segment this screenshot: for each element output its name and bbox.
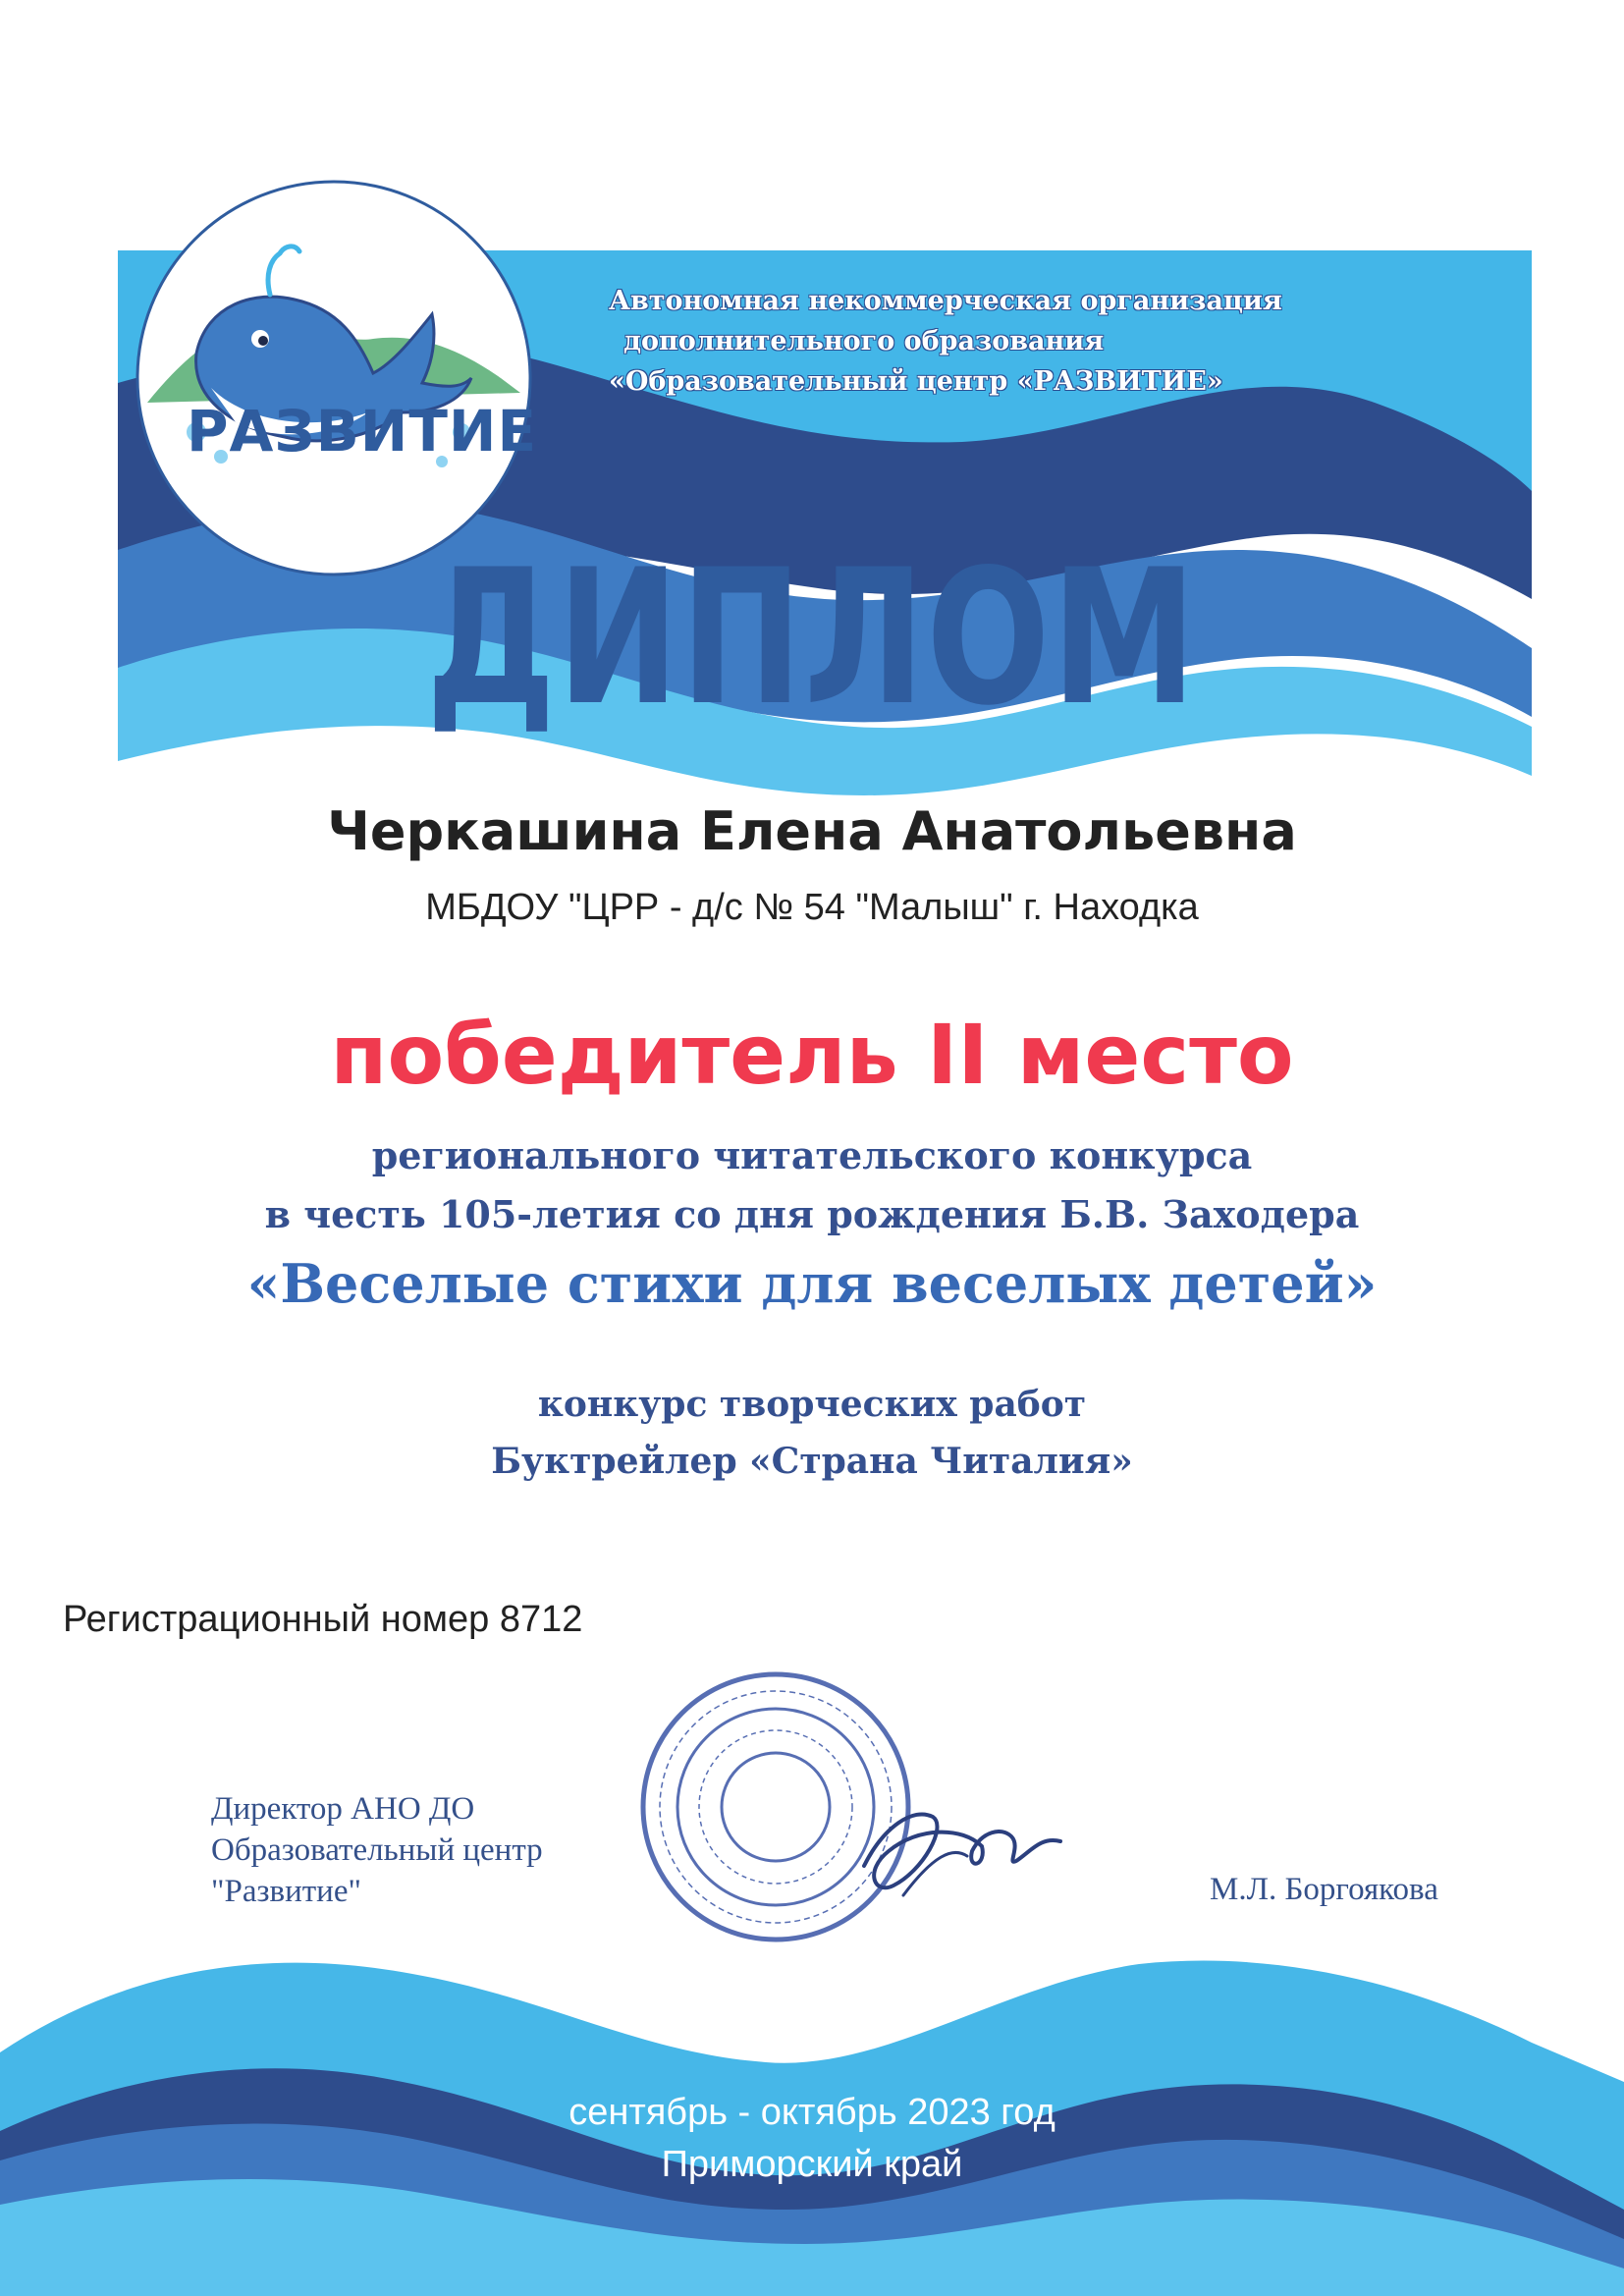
recipient-institution: МБДОУ "ЦРР - д/с № 54 "Малыш" г. Находка bbox=[425, 887, 1199, 928]
signer-position-line3: "Развитие" bbox=[211, 1874, 361, 1909]
signer-position-line1: Директор АНО ДО bbox=[211, 1791, 475, 1827]
award-place: победитель II место bbox=[330, 1007, 1294, 1103]
registration-number: Регистрационный номер 8712 bbox=[63, 1599, 583, 1640]
contest-line2: в честь 105-летия со дня рождения Б.В. Заходера bbox=[264, 1192, 1360, 1236]
recipient-name: Черкашина Елена Анатольевна bbox=[327, 800, 1297, 862]
official-stamp bbox=[643, 1674, 908, 1940]
contest-name: «Веселые стихи для веселых детей» bbox=[246, 1252, 1378, 1315]
event-dates: сентябрь - октябрь 2023 год bbox=[568, 2092, 1056, 2133]
logo-text: РАЗВИТИЕ bbox=[187, 398, 538, 465]
contest-line1: регионального читательского конкурса bbox=[371, 1133, 1253, 1177]
org-name-line2: дополнительного образования bbox=[623, 326, 1105, 356]
nomination-line2: Буктрейлер «Страна Читалия» bbox=[491, 1441, 1133, 1482]
handwritten-signature bbox=[864, 1814, 1060, 1887]
nomination-line1: конкурс творческих работ bbox=[537, 1384, 1087, 1425]
diploma-title: ДИПЛОМ bbox=[426, 529, 1198, 746]
signer-position-line2: Образовательный центр bbox=[211, 1832, 543, 1868]
signer-name: М.Л. Боргоякова bbox=[1210, 1872, 1438, 1907]
org-name-line1: Автономная некоммерческая организация bbox=[609, 286, 1282, 316]
org-name-line3: «Образовательный центр «РАЗВИТИЕ» bbox=[609, 366, 1223, 397]
event-region: Приморский край bbox=[661, 2144, 963, 2185]
